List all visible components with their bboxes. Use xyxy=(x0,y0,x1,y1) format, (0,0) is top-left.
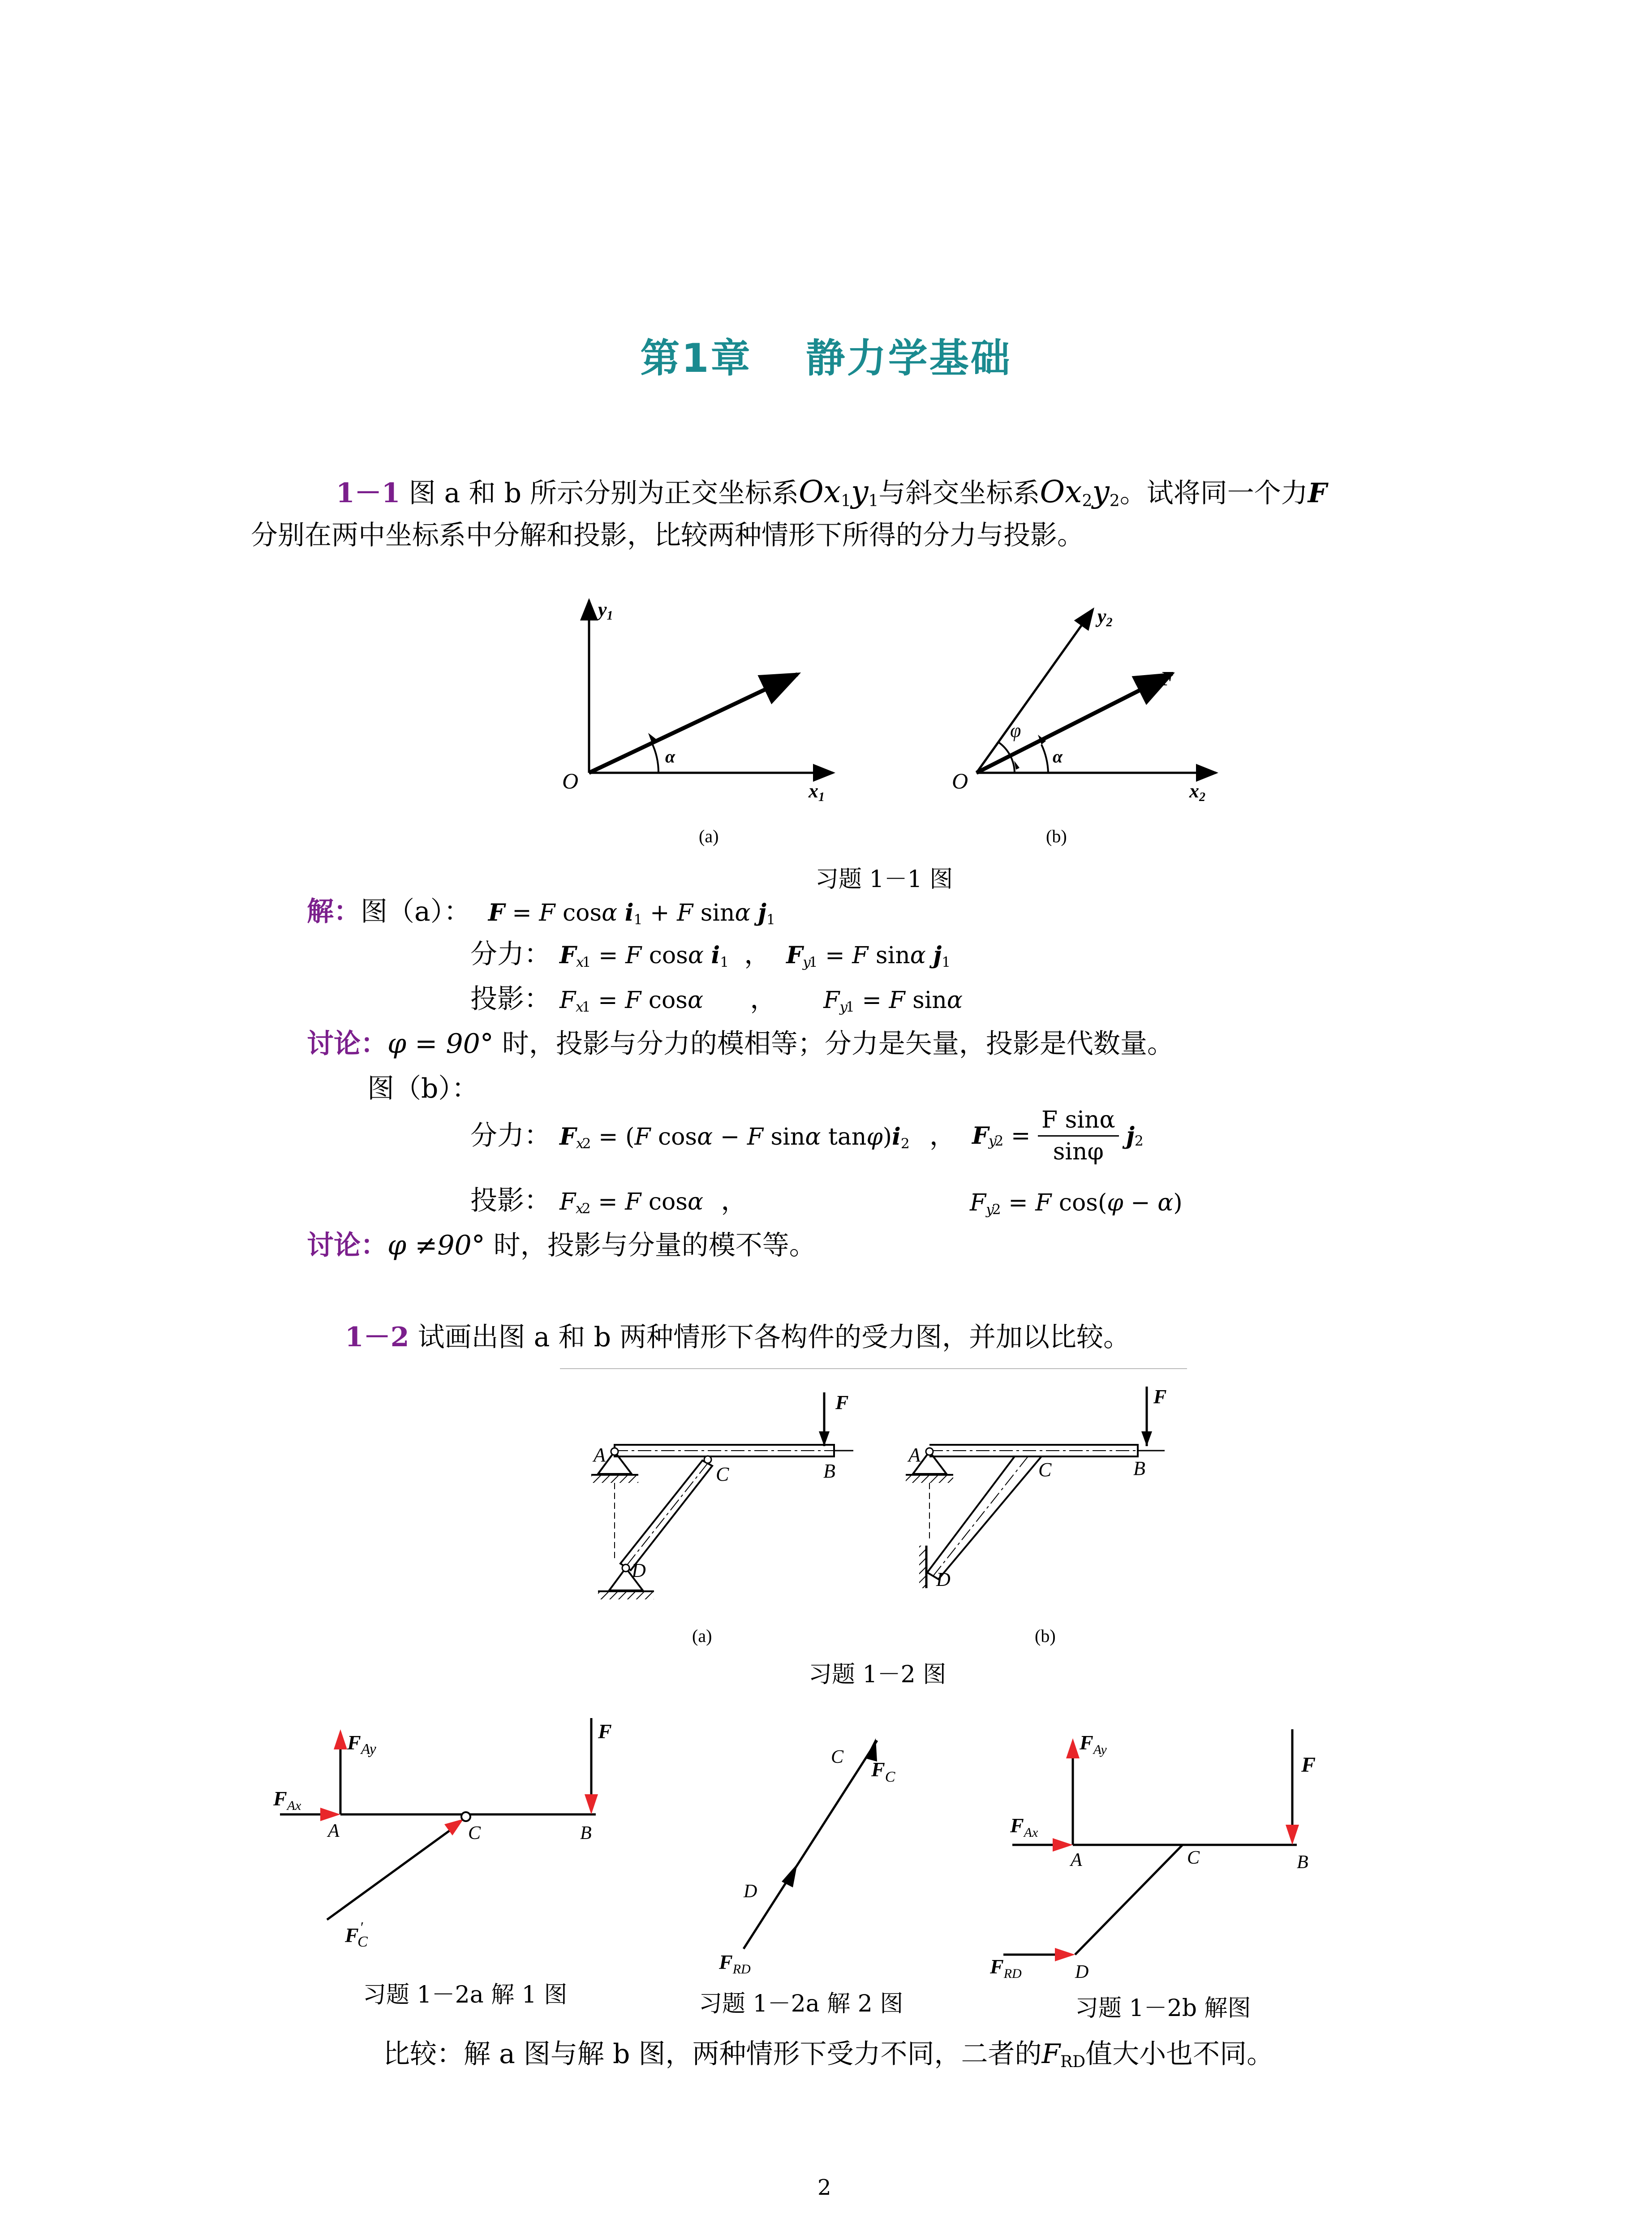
solution-2-diagram xyxy=(718,1738,895,1977)
subfigure-b-label: (b) xyxy=(1046,826,1067,846)
point-d-label: D xyxy=(1075,1962,1089,1982)
force-fay-label: $F_{Ay}$ xyxy=(347,1731,376,1758)
point-b-label: B xyxy=(1133,1457,1145,1479)
point-a-label: A xyxy=(594,1444,606,1466)
page-number: 2 xyxy=(817,2175,831,2200)
solution-1-diagram xyxy=(273,1718,612,1950)
fy2-equation: $F_{y2}$ = $\frac{\text{F sinα}}{\sin\varphi}$ $j_2$ xyxy=(972,1107,1144,1165)
force-fc-prime-label: F′ C xyxy=(345,1919,368,1950)
point-a-label: A xyxy=(908,1444,921,1466)
point-c-label: C xyxy=(468,1823,481,1844)
solution-1-caption: 习题 1－2a 解 1 图 xyxy=(363,1982,568,2008)
point-b-label: B xyxy=(1297,1852,1308,1873)
figure-1-1-caption: 习题 1－1 图 xyxy=(815,866,953,893)
point-b-label: B xyxy=(580,1823,592,1844)
point-d-label: D xyxy=(632,1559,646,1581)
chapter-name: 静力学基础 xyxy=(805,335,1012,381)
force-label: F xyxy=(835,1391,849,1413)
point-c-label: C xyxy=(1187,1848,1200,1868)
axis-y1-label: y1 xyxy=(598,599,613,623)
phi-label: φ xyxy=(1010,719,1021,741)
alpha-label: α xyxy=(1053,746,1063,767)
point-c-label: C xyxy=(831,1747,844,1767)
force-label: F xyxy=(777,669,791,692)
subfigure-a-label: (a) xyxy=(699,826,719,846)
comparison-text: 比较：解 a 图与解 b 图，两种情形下受力不同，二者的$F_{RD}$值大小也不同。 xyxy=(383,2038,1274,2071)
solution-2-caption: 习题 1－2a 解 2 图 xyxy=(699,1990,903,2017)
figure-b-heading: 图（b）： xyxy=(367,1073,479,1104)
force-label: F xyxy=(1153,1386,1167,1408)
point-c-label: C xyxy=(716,1463,729,1485)
origin-label: O xyxy=(952,768,968,793)
problem-1-1-line2: 分别在两中坐标系中分解和投影，比较两种情形下所得的分力与投影。 xyxy=(251,520,1084,551)
subfigure-b-label: (b) xyxy=(1035,1626,1056,1646)
point-a-label: A xyxy=(1071,1850,1082,1870)
projections-a: 投影： $F_{x1} = F$ cosα ， $F_{y1} = F$ sinα xyxy=(470,983,963,1015)
components-b: 分力： $F_{x2} = (F$ cosα − F sinα $\tan\varphi)i_2$ ， xyxy=(470,1120,956,1152)
components-a: 分力： $F_{x1} = F$ cosα $i_1$ ， $F_{y1} = F$ sinα $j_1$ xyxy=(470,939,951,970)
force-fay-label: $F_{Ay}$ xyxy=(1080,1731,1107,1757)
force-f-label: F xyxy=(1301,1753,1316,1777)
point-c-label: C xyxy=(1038,1459,1052,1481)
point-d-label: D xyxy=(936,1568,951,1590)
axis-x1-label: x1 xyxy=(809,780,825,804)
subfigure-a-label: (a) xyxy=(692,1626,712,1646)
force-f-label: F xyxy=(598,1720,612,1743)
alpha-label: α xyxy=(665,746,675,767)
force-label: F xyxy=(1160,667,1174,690)
point-b-label: B xyxy=(823,1460,835,1482)
force-fax-label: $F_{Ax}$ xyxy=(1010,1814,1038,1840)
problem-label: 1－1 xyxy=(336,478,400,509)
force-frd-label: $F_{RD}$ xyxy=(990,1955,1022,1981)
axis-y2-label: y2 xyxy=(1097,605,1113,629)
solution-heading: 解：图（a）： F = F cosα $i_1 + F$ sinα $j_1$ xyxy=(307,896,775,928)
projections-b: 投影： $F_{x2} = F$ cosα ， xyxy=(470,1185,748,1217)
force-fax-label: $F_{Ax}$ xyxy=(273,1787,301,1813)
solution-3-caption: 习题 1－2b 解图 xyxy=(1075,1995,1251,2022)
force-fc-label: $F_C$ xyxy=(871,1758,895,1785)
chapter-number: 第1章 xyxy=(640,335,752,381)
point-d-label: D xyxy=(744,1881,757,1902)
solution-3-diagram xyxy=(989,1729,1316,1982)
discussion-b: 讨论：φ ≠90° 时，投影与分量的模不等。 xyxy=(307,1230,816,1261)
problem-1-1-line1: 1－1 图 a 和 b 所示分别为正交坐标系$Ox_1y_1$与斜交坐标系$Ox_2y_2$。试将同一个力F xyxy=(336,474,1327,510)
origin-label: O xyxy=(562,768,579,793)
figure-1-2-caption: 习题 1－2 图 xyxy=(809,1661,946,1688)
problem-1-2: 1－2 试画出图 a 和 b 两种情形下各构件的受力图，并加以比较。 xyxy=(345,1322,1131,1353)
fy2-projection: $F_{y2} = F$ cos(φ − α) xyxy=(970,1189,1183,1218)
force-frd-label: $F_{RD}$ xyxy=(719,1951,751,1977)
axis-x2-label: x2 xyxy=(1189,780,1205,804)
problem-label: 1－2 xyxy=(345,1322,409,1353)
point-a-label: A xyxy=(328,1821,340,1841)
discussion-a: 讨论：φ = 90° 时，投影与分力的模相等；分力是矢量，投影是代数量。 xyxy=(307,1028,1174,1060)
